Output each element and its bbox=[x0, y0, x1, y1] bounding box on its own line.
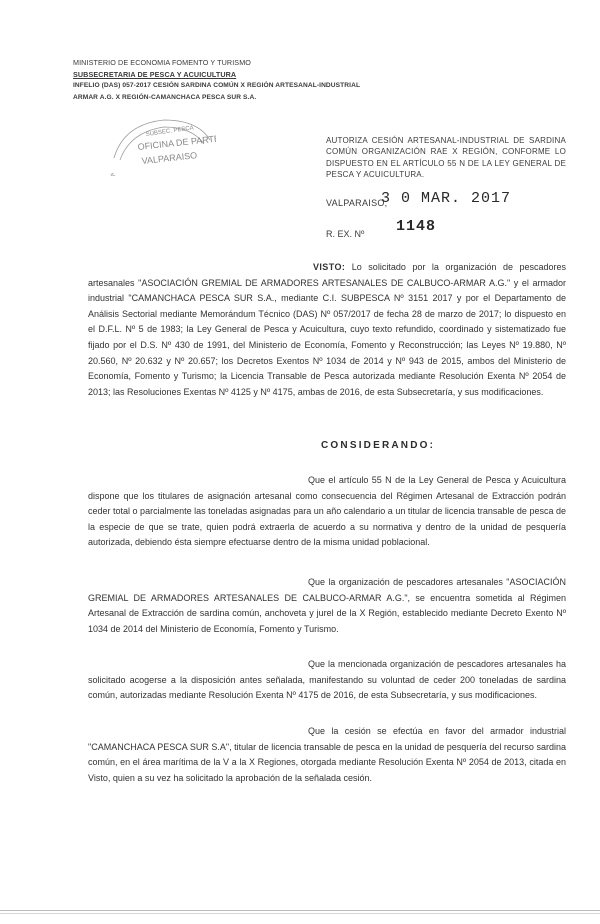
ministry-name: MINISTERIO DE ECONOMIA FOMENTO Y TURISMO bbox=[73, 58, 251, 67]
visto-text: Lo solicitado por la organización de pescadores artesanales "ASOCIACIÓN GREMIAL DE ARMADORES ARTESANALES DE CALBUCO-ARMAR A.G." y el armador industrial "CAMANCHACA PESCA SUR S.A., mediante C.I. SUBPESCA Nº 3151 2017 y por el Departamento de Análisis Sectorial mediante Memorándum Técnico (DAS) Nº 057/2017 de fecha 28 de marzo de 2017; lo dispuesto en el D.F.L. Nº 5 de 1983; la Ley General de Pesca y Acuicultura, cuyo texto refundido, coordinado y sistematizado fue fijado por el D.S. Nº 430 de 1991, del Ministerio de Economía, Fomento y Reconstrucción; las Leyes Nº 19.880, Nº 20.560, Nº 20.632 y Nº 20.657; los Decretos Exentos Nº 1034 de 2014 y Nº 943 de 2015, ambos del Ministerio de Economía, Fomento y Turismo; la Licencia Transable de Pesca autorizada mediante Resolución Exenta Nº 2054 de 2013; las Resoluciones Exentas Nº 4125 y Nº 4175, ambas de 2016, de esta Subsecretaría, y sus modificaciones. bbox=[88, 262, 566, 397]
reference-line-1: INFELIO (DAS) 057-2017 CESIÓN SARDINA COMÚN X REGIÓN ARTESANAL-INDUSTRIAL bbox=[73, 82, 361, 89]
place-label: VALPARAISO, bbox=[326, 198, 388, 208]
stamp-line-1: SUBSEC. PESCA bbox=[145, 125, 195, 138]
reference-line-2: ARMAR A.G. X REGIÓN-CAMANCHACA PESCA SUR S.A. bbox=[73, 94, 257, 101]
resolution-number: 1148 bbox=[396, 218, 437, 235]
considerando-paragraph-4: Que la cesión se efectúa en favor del armador industrial "CAMANCHACA PESCA SUR S.A", titular de licencia transable de pesca en la unidad de pesquería del recurso sardina común, en el área marítima de la V a la X Regiones, otorgada mediante Resolución Exenta Nº 2054 de 2013, citada en Visto, quien a su vez ha solicitado la aprobación de la señalada cesión. bbox=[88, 726, 566, 783]
page-bottom-edge bbox=[0, 906, 600, 918]
stamp-line-3: VALPARAISO bbox=[141, 150, 198, 166]
resolution-summary: AUTORIZA CESIÓN ARTESANAL-INDUSTRIAL DE SARDINA COMÚN ORGANIZACIÓN RAE X REGIÓN, CONFORME LO DISPUESTO EN EL ARTÍCULO 55 N DE LA LEY GENERAL DE PESCA Y ACUICULTURA. bbox=[326, 136, 566, 180]
considerando-paragraph-3: Que la mencionada organización de pescadores artesanales ha solicitado acogerse a la disposición antes señalada, manifestando su voluntad de ceder 200 toneladas de sardina común, autorizadas mediante Resolución Exenta Nº 4175 de 2016, de esta Subsecretaría, y sus modificaciones. bbox=[88, 659, 566, 701]
stamp-seal-icon bbox=[106, 114, 216, 176]
considerando-heading: CONSIDERANDO: bbox=[321, 440, 436, 451]
stamp-line-2: OFICINA DE PARTES bbox=[137, 132, 216, 152]
visto-label: VISTO: bbox=[313, 262, 346, 272]
subsecretaria-name: SUBSECRETARIA DE PESCA Y ACUICULTURA bbox=[73, 70, 237, 79]
considerando-paragraph-1: Que el artículo 55 N de la Ley General de Pesca y Acuicultura dispone que los titulares de asignación artesanal como consecuencia del Régimen Artesanal de Extracción podrán ceder total o parcialmente las toneladas asignadas para un año calendario a un titular de licencia transable de pesca de la especie de que se trate, quien podrá extraerla de acuerdo a su normativa y dentro de la unidad de pesquería autorizada, debiendo ésta siempre efectuarse dentro de la misma unidad poblacional. bbox=[88, 475, 566, 548]
resolution-number-label: R. EX. Nº bbox=[326, 229, 365, 239]
office-stamp bbox=[106, 114, 216, 176]
visto-paragraph bbox=[88, 260, 566, 400]
stamp-line-4 bbox=[108, 172, 145, 176]
resolution-date: 3 0 MAR. 2017 bbox=[381, 190, 512, 207]
considerando-paragraph-2: Que la organización de pescadores artesanales "ASOCIACIÓN GREMIAL DE ARMADORES ARTESANALES DE CALBUCO-ARMAR A.G.", se encuentra sometida al Régimen Artesanal de Extracción de sardina común, anchoveta y jurel de la X Región, establecido mediante Decreto Exento Nº 1034 de 2014 del Ministerio de Economía, Fomento y Turismo. bbox=[88, 577, 566, 634]
